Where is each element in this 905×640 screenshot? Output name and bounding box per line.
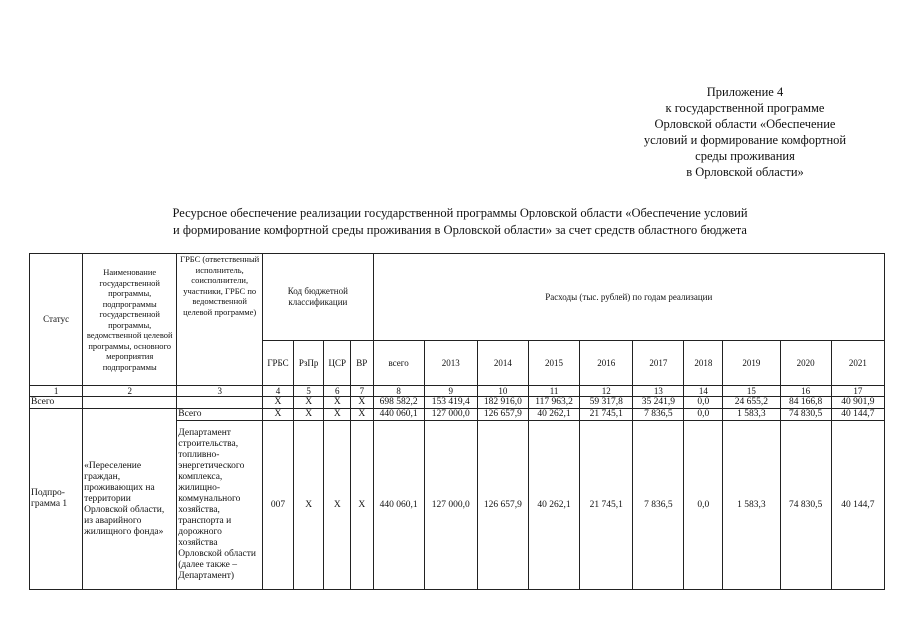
cell-value: 0,0	[684, 421, 723, 590]
cell-code: X	[351, 421, 374, 590]
header-col-2021: 2021	[831, 341, 884, 386]
cell-code: X	[351, 397, 374, 409]
cell-value: 127 000,0	[424, 421, 477, 590]
column-number: 13	[633, 386, 684, 397]
title-line-2: и формирование комфортной среды проживания в Орловской области» за счет средств областного бюджета	[173, 223, 747, 237]
cell-value: 40 262,1	[528, 421, 579, 590]
cell-value: 698 582,2	[373, 397, 424, 409]
column-number: 16	[780, 386, 831, 397]
header-status: Статус	[30, 254, 83, 386]
column-number: 8	[373, 386, 424, 397]
header-col-total: всего	[373, 341, 424, 386]
cell-value: 0,0	[684, 409, 723, 421]
cell-code: X	[293, 421, 324, 590]
cell-status: Всего	[30, 397, 83, 409]
cell-grbs: Департамент строительства, топливно-энергетического комплекса, жилищно-коммунального хозяйства, транспорта и дорожного хозяйства Орловской области (далее также – Департамент)	[177, 421, 263, 590]
cell-code: X	[293, 409, 324, 421]
column-number: 15	[723, 386, 780, 397]
cell-value: 127 000,0	[424, 409, 477, 421]
cell-code: X	[293, 397, 324, 409]
cell-value: 40 144,7	[831, 421, 884, 590]
appendix-line: среды проживания	[695, 149, 795, 163]
header-col-2013: 2013	[424, 341, 477, 386]
header-name: Наименование государственной программы, подпрограммы государственной программы, ведомственной целевой программы, основного мероприятия подпрограммы	[83, 254, 177, 386]
table-row	[30, 409, 885, 421]
cell-value: 440 060,1	[373, 421, 424, 590]
header-col-csr: ЦСР	[324, 341, 351, 386]
column-number: 6	[324, 386, 351, 397]
appendix-line: условий и формирование комфортной	[643, 133, 847, 147]
header-col-2019: 2019	[723, 341, 780, 386]
cell-code: X	[351, 409, 374, 421]
column-number: 3	[177, 386, 263, 397]
cell-name	[83, 397, 177, 409]
cell-value: 40 901,9	[831, 397, 884, 409]
cell-value: 84 166,8	[780, 397, 831, 409]
column-number-row	[30, 386, 885, 397]
budget-table	[29, 253, 885, 590]
header-col-vr: ВР	[351, 341, 374, 386]
header-col-2018: 2018	[684, 341, 723, 386]
cell-code: X	[263, 409, 294, 421]
cell-code: X	[324, 421, 351, 590]
cell-value: 74 830,5	[780, 421, 831, 590]
cell-code: X	[324, 409, 351, 421]
column-number: 12	[580, 386, 633, 397]
cell-value: 35 241,9	[633, 397, 684, 409]
appendix-block	[600, 84, 870, 180]
cell-value: 0,0	[684, 397, 723, 409]
cell-value: 182 916,0	[477, 397, 528, 409]
header-col-2015: 2015	[528, 341, 579, 386]
cell-value: 126 657,9	[477, 421, 528, 590]
column-number: 10	[477, 386, 528, 397]
cell-value: 24 655,2	[723, 397, 780, 409]
header-col-rzpr: РзПр	[293, 341, 324, 386]
header-row-1	[30, 254, 885, 341]
column-number: 11	[528, 386, 579, 397]
cell-value: 74 830,5	[780, 409, 831, 421]
header-grbs: ГРБС (ответственный исполнитель, соисполнители, участники, ГРБС по ведомственной целевой программе)	[177, 254, 263, 386]
cell-code: X	[263, 397, 294, 409]
header-col-2014: 2014	[477, 341, 528, 386]
cell-value: 21 745,1	[580, 421, 633, 590]
cell-value: 440 060,1	[373, 409, 424, 421]
cell-value: 126 657,9	[477, 409, 528, 421]
column-number: 5	[293, 386, 324, 397]
column-number: 4	[263, 386, 294, 397]
header-expenses: Расходы (тыс. рублей) по годам реализации	[373, 254, 884, 341]
cell-value: 1 583,3	[723, 409, 780, 421]
cell-grbs: Всего	[177, 409, 263, 421]
title-line-1: Ресурсное обеспечение реализации государственной программы Орловской области «Обеспечение условий	[172, 206, 748, 220]
cell-value: 7 836,5	[633, 409, 684, 421]
cell-code: X	[324, 397, 351, 409]
cell-value: 40 144,7	[831, 409, 884, 421]
cell-name: «Переселение граждан, проживающих на территории Орловской области, из аварийного жилищного фонда»	[83, 409, 177, 590]
table-row	[30, 397, 885, 409]
column-number: 2	[83, 386, 177, 397]
cell-value: 21 745,1	[580, 409, 633, 421]
appendix-line: Орловской области «Обеспечение	[654, 117, 836, 131]
header-col-2020: 2020	[780, 341, 831, 386]
appendix-line: к государственной программе	[665, 101, 825, 115]
cell-value: 40 262,1	[528, 409, 579, 421]
column-number: 1	[30, 386, 83, 397]
cell-grbs	[177, 397, 263, 409]
header-budget-code: Код бюджетной классификации	[263, 254, 373, 341]
appendix-line: в Орловской области»	[686, 165, 804, 179]
cell-value: 1 583,3	[723, 421, 780, 590]
cell-value: 117 963,2	[528, 397, 579, 409]
cell-value: 59 317,8	[580, 397, 633, 409]
cell-value: 153 419,4	[424, 397, 477, 409]
column-number: 7	[351, 386, 374, 397]
header-col-2017: 2017	[633, 341, 684, 386]
column-number: 9	[424, 386, 477, 397]
cell-code: 007	[263, 421, 294, 590]
column-number: 17	[831, 386, 884, 397]
appendix-line: Приложение 4	[706, 85, 784, 99]
cell-value: 7 836,5	[633, 421, 684, 590]
column-number: 14	[684, 386, 723, 397]
cell-status: Подпро-грамма 1	[30, 409, 83, 590]
header-col-grbs: ГРБС	[263, 341, 294, 386]
document-title	[60, 205, 860, 239]
header-col-2016: 2016	[580, 341, 633, 386]
